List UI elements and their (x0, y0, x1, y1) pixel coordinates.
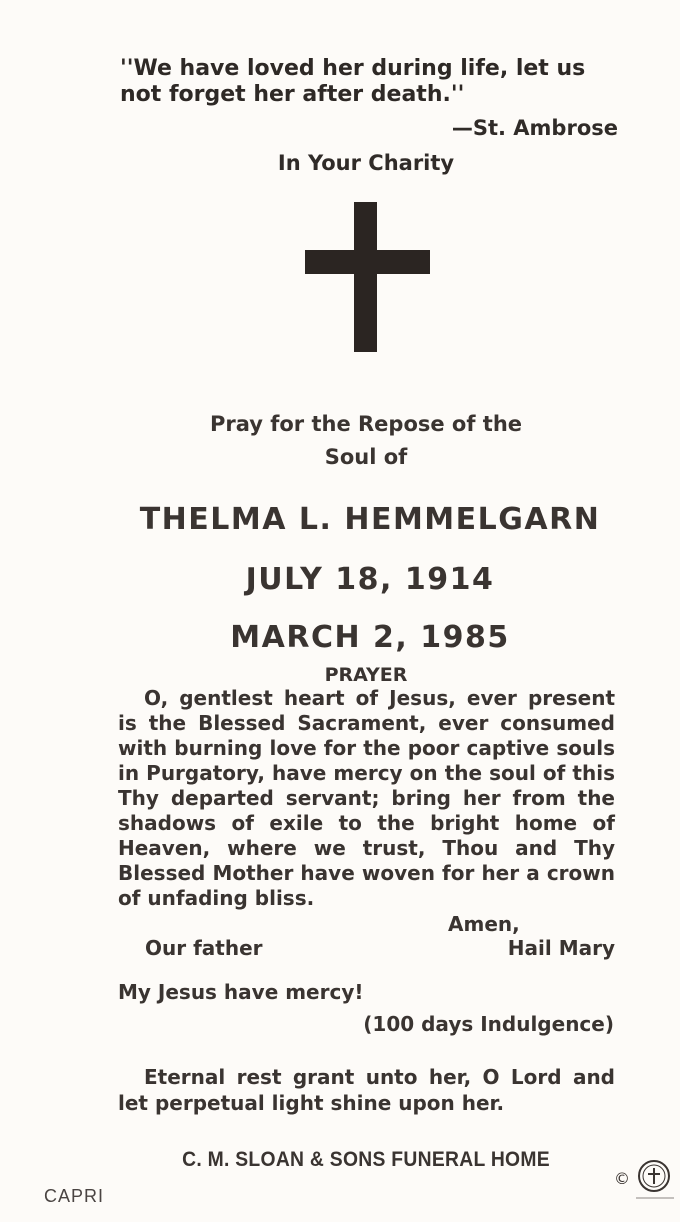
eternal-rest-prayer: Eternal rest grant unto her, O Lord and let perpetual light shine upon her. (118, 1065, 615, 1115)
hail-mary-text: Hail Mary (507, 936, 615, 960)
charity-line: In Your Charity (277, 151, 455, 175)
birth-date: JULY 18, 1914 (245, 562, 495, 597)
prayer-title: PRAYER (324, 664, 408, 686)
prayer-text: O, gentlest heart of Jesus, ever present is the Blessed Sacrament, ever consumed with burning love for the poor captive souls in Purgatory, have mercy on the soul of this Thy departed servant; bring her from the shadows of exile to the bright home of Heaven, where we trust, Thou and Thy Blessed Mother have woven for her a crown of unfading bliss. (118, 686, 615, 910)
deceased-name: THELMA L. HEMMELGARN (139, 502, 601, 537)
amen-text: Amen, (448, 912, 520, 936)
our-father-text: Our father (145, 936, 263, 960)
cross-horizontal-beam (305, 250, 430, 274)
pray-for-repose (0, 408, 680, 474)
death-date: MARCH 2, 1985 (230, 620, 510, 655)
indulgence-text: (100 days Indulgence) (363, 1012, 614, 1036)
card-style-label: CAPRI (44, 1186, 105, 1206)
ejaculation-text: My Jesus have mercy! (118, 980, 364, 1004)
copyright-mark: © (614, 1169, 630, 1188)
prayer-signoff (145, 912, 615, 960)
funeral-home-name: C. M. SLOAN & SONS FUNERAL HOME (182, 1148, 550, 1171)
quote-text: ''We have loved her during life, let us not forget her after death.'' (120, 56, 586, 107)
publisher-seal-icon (612, 1154, 678, 1204)
quote-attribution: —St. Ambrose (451, 116, 618, 140)
pray-line-2: Soul of (324, 445, 408, 469)
cross-vertical-beam (354, 202, 377, 352)
pray-line-1: Pray for the Repose of the (209, 412, 523, 436)
